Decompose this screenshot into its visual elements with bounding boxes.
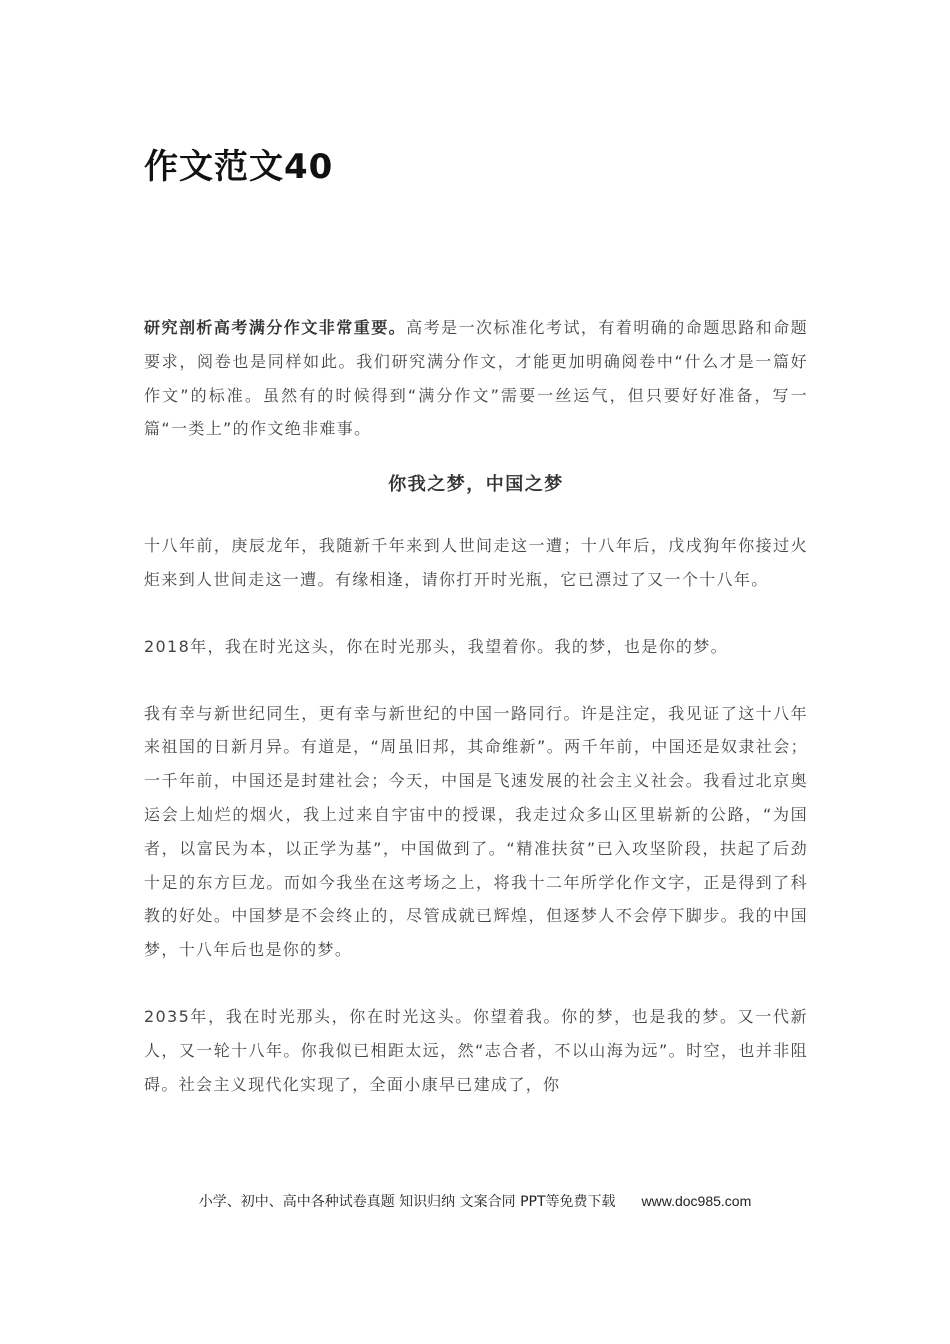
page-footer (0, 1187, 950, 1216)
intro-paragraph (144, 311, 808, 446)
document-title: 作文范文40 (144, 147, 334, 187)
essay-paragraph: 2018年，我在时光这头，你在时光那头，我望着你。我的梦，也是你的梦。 (144, 636, 728, 656)
footer-url[interactable]: www.doc985.com (641, 1193, 752, 1209)
footer-text: 小学、初中、高中各种试卷真题 知识归纳 文案合同 PPT等免费下载 (198, 1194, 616, 1210)
essay-title: 你我之梦，中国之梦 (388, 474, 564, 496)
intro-bold-lead: 研究剖析高考满分作文非常重要。 (144, 318, 407, 337)
essay-paragraph: 我有幸与新世纪同生，更有幸与新世纪的中国一路同行。许是注定，我见证了这十八年来祖国的日新月异。有道是，“周虽旧邦，其命维新”。两千年前，中国还是奴隶社会；一千年前，中国还是封建社会；今天，中国是飞速发展的社会主义社会。我看过北京奥运会上灿烂的烟火，我上过来自宇宙中的授课，我走过众多山区里崭新的公路，“为国者，以富民为本，以正学为基”，中国做到了。“精准扶贫”已入攻坚阶段，扶起了后劲十足的东方巨龙。而如今我坐在这考场之上，将我十二年所学化作文字，正是得到了科教的好处。中国梦是不会终止的，尽管成就已辉煌，但逐梦人不会停下脚步。我的中国梦，十八年后也是你的梦。 (144, 703, 808, 960)
intro-text: 高考是一次标准化考试，有着明确的命题思路和命题要求，阅卷也是同样如此。我们研究满分作文，才能更加明确阅卷中“什么才是一篇好作文”的标准。虽然有的时候得到“满分作文”需要一丝运气，但只要好好准备，写一篇“一类上”的作文绝非难事。 (144, 318, 808, 439)
essay-paragraph: 十八年前，庚辰龙年，我随新千年来到人世间走这一遭；十八年后，戊戌狗年你接过火炬来到人世间走这一遭。有缘相逢，请你打开时光瓶，它已漂过了又一个十八年。 (144, 536, 808, 589)
essay-paragraph: 2035年，我在时光那头，你在时光这头。你望着我。你的梦，也是我的梦。又一代新人，又一轮十八年。你我似已相距太远，然“志合者，不以山海为远”。时空，也并非阻碍。社会主义现代化实现了，全面小康早已建成了，你 (144, 1006, 808, 1094)
document-body (144, 311, 808, 1101)
